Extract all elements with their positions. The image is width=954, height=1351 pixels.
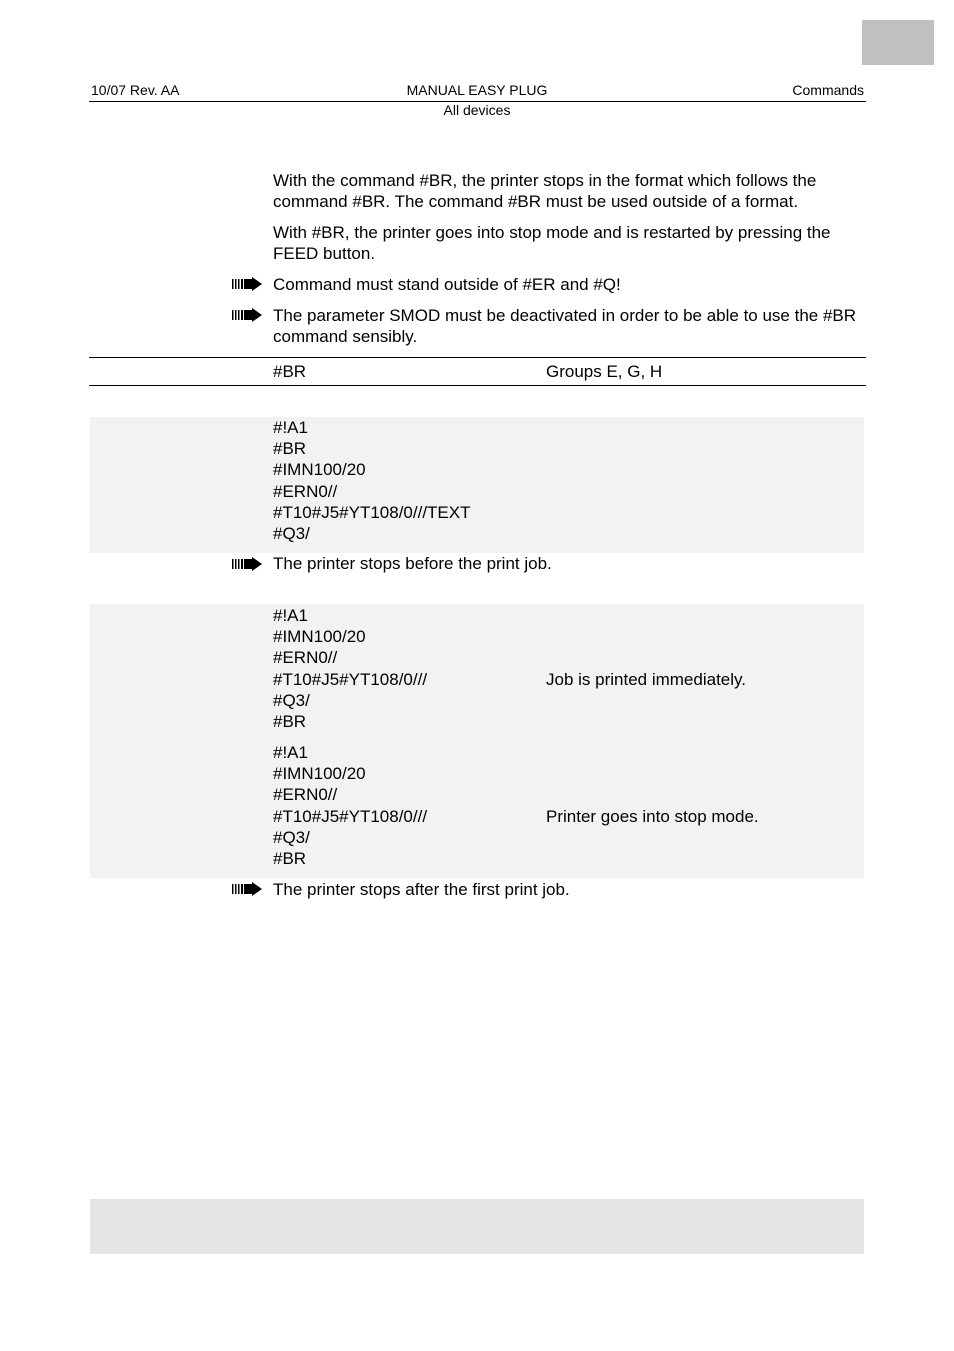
- code-line: #Q3/: [273, 524, 310, 544]
- code-line: #BR: [273, 712, 307, 732]
- header-subtitle: All devices: [443, 102, 511, 118]
- code-line: #!A1: [273, 743, 308, 762]
- note-arrow-icon: [231, 308, 263, 322]
- header-revision: 10/07 Rev. AA: [91, 82, 180, 98]
- example-1-code: [273, 417, 863, 544]
- corner-tab: [862, 20, 934, 65]
- note-1: Command must stand outside of #ER and #Q!: [273, 275, 621, 294]
- code-line: #Q3/: [273, 827, 310, 847]
- code-line: #BR: [273, 849, 307, 869]
- code-line: #!A1: [273, 418, 308, 437]
- code-line: #!A1: [273, 606, 308, 625]
- syntax-groups: Groups E, G, H: [546, 362, 663, 381]
- note-arrow-icon: [231, 277, 263, 291]
- note-arrow-icon: [231, 882, 263, 896]
- example-2-comment-1: Job is printed immediately.: [546, 670, 746, 689]
- syntax-rule-top: [89, 357, 866, 358]
- example-1-note: The printer stops before the print job.: [273, 554, 552, 573]
- intro-paragraph-2: With #BR, the printer goes into stop mode and is restarted by pressing the FEED button.: [273, 223, 831, 264]
- code-line: #T10#J5#YT108/0///: [273, 669, 428, 689]
- note-2: The parameter SMOD must be deactivated in order to be able to use the #BR command sensibly.: [273, 306, 857, 347]
- code-line: #ERN0//: [273, 648, 338, 668]
- note-arrow-icon: [231, 557, 263, 571]
- example-2-comment-2: Printer goes into stop mode.: [546, 807, 759, 826]
- example-2-note: The printer stops after the first print job.: [273, 880, 570, 899]
- syntax-command: #BR: [273, 362, 307, 381]
- header-section: Commands: [792, 82, 864, 98]
- header-title: MANUAL EASY PLUG: [406, 82, 548, 98]
- code-line: #IMN100/20: [273, 460, 366, 480]
- code-line: #IMN100/20: [273, 764, 366, 784]
- syntax-rule-bottom: [89, 385, 866, 386]
- footer-box: [90, 1199, 864, 1254]
- code-line: #BR: [273, 439, 307, 459]
- intro-paragraph-1: With the command #BR, the printer stops in the format which follows the command #BR. The command #BR must be used outside of a format.: [273, 171, 817, 212]
- code-line: #T10#J5#YT108/0///TEXT: [273, 502, 471, 522]
- code-line: #T10#J5#YT108/0///: [273, 806, 428, 826]
- code-line: #ERN0//: [273, 481, 338, 501]
- code-line: #ERN0//: [273, 785, 338, 805]
- code-line: #IMN100/20: [273, 627, 366, 647]
- code-line: #Q3/: [273, 690, 310, 710]
